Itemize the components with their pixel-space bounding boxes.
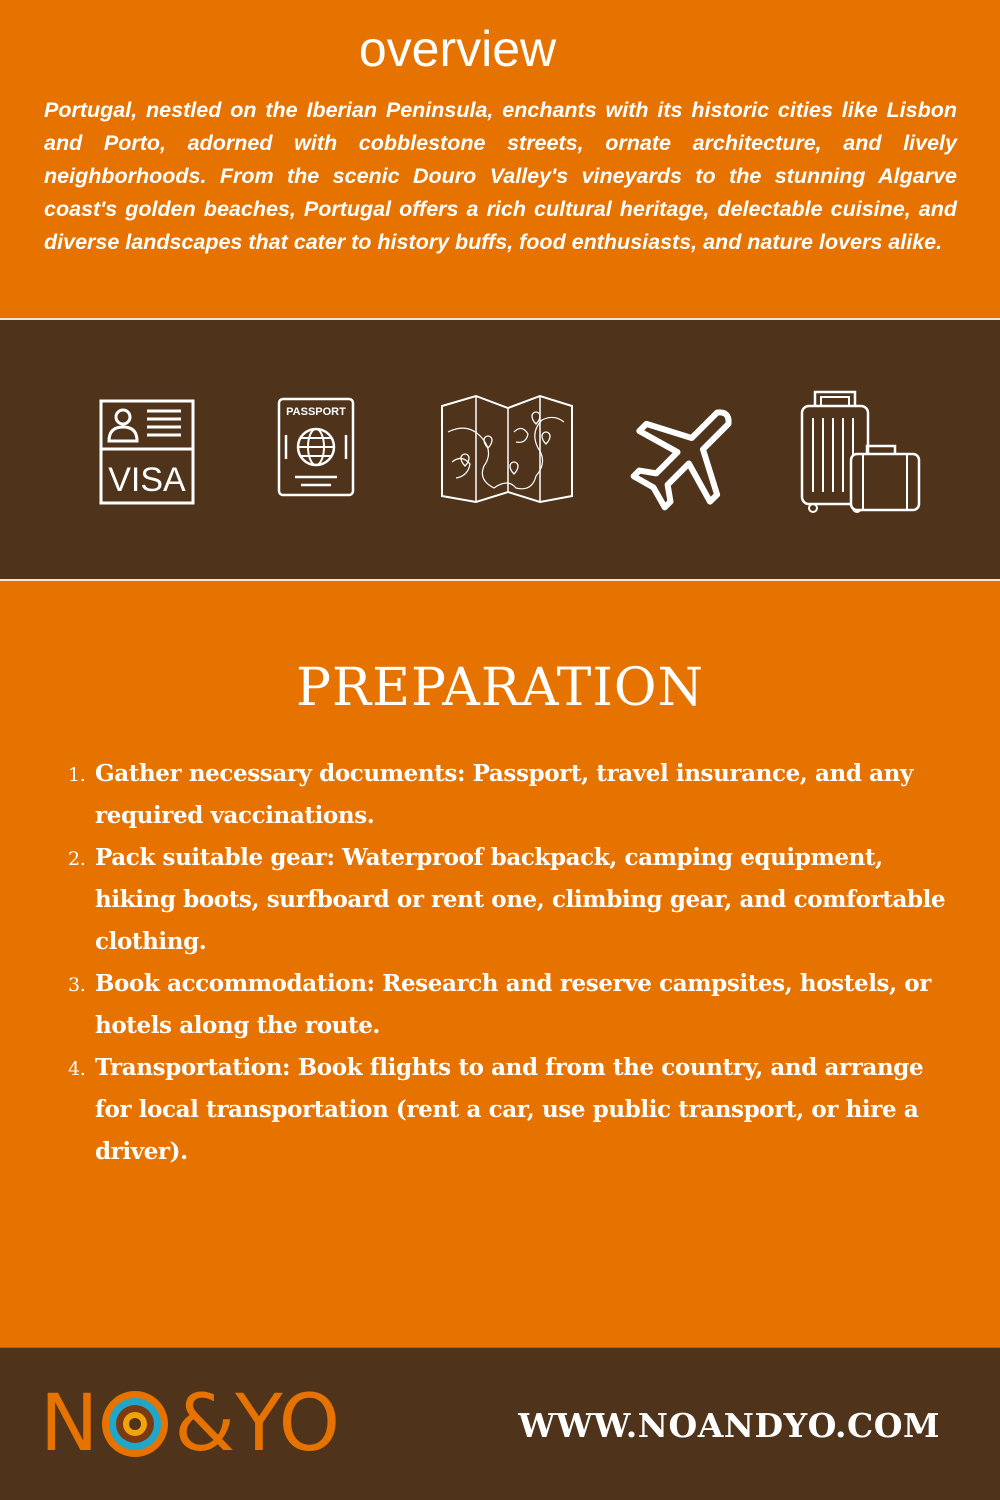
list-number: 3. — [68, 974, 86, 996]
visa-icon — [99, 399, 195, 505]
preparation-title: PREPARATION — [295, 658, 705, 718]
passport-label: PASSPORT — [286, 406, 346, 418]
preparation-list — [68, 753, 965, 1173]
logo-target-icon — [100, 1389, 170, 1459]
brand-logo[interactable] — [40, 1379, 340, 1469]
logo-text-right: &YO — [174, 1379, 340, 1469]
overview-body: Portugal, nestled on the Iberian Peninsula, enchants with its historic cities like Lisbon and Porto, adorned with cobblestone streets, ornate architecture, and lively neighborhoods. From the scenic Douro Valley's vineyards to the stunning Algarve coast's golden beaches, Portugal offers a rich cultural heritage, delectable cuisine, and diverse landscapes that cater to history buffs, food enthusiasts, and nature lovers alike. — [44, 98, 957, 254]
airplane-icon — [627, 396, 745, 514]
overview-section — [0, 0, 1000, 318]
list-number: 2. — [68, 848, 86, 870]
preparation-section — [0, 583, 1000, 1347]
list-number: 4. — [68, 1058, 86, 1080]
list-item — [68, 753, 965, 837]
list-text: Transportation: Book flights to and from the country, and arrange for local transportation (rent a car, use public transport, or hire a driver). — [95, 1054, 924, 1165]
list-item — [68, 837, 965, 963]
list-text: Book accommodation: Research and reserve campsites, hostels, or hotels along the route. — [95, 970, 931, 1039]
website-link[interactable]: WWW.NOANDYO.COM — [518, 1406, 940, 1445]
passport-icon — [277, 397, 355, 497]
list-text: Gather necessary documents: Passport, travel insurance, and any required vaccinations. — [95, 760, 913, 829]
luggage-icon — [799, 386, 923, 514]
list-item — [68, 1047, 965, 1173]
visa-label: VISA — [108, 461, 186, 499]
list-number: 1. — [68, 764, 86, 786]
footer — [0, 1347, 1000, 1500]
logo-text-left: N — [40, 1379, 99, 1469]
travel-icons-band — [0, 318, 1000, 581]
list-item — [68, 963, 965, 1047]
list-text: Pack suitable gear: Waterproof backpack, camping equipment, hiking boots, surfboard or rent one, climbing gear, and comfortable clothing. — [95, 844, 946, 955]
overview-title: overview — [358, 21, 557, 77]
map-icon — [438, 392, 576, 506]
